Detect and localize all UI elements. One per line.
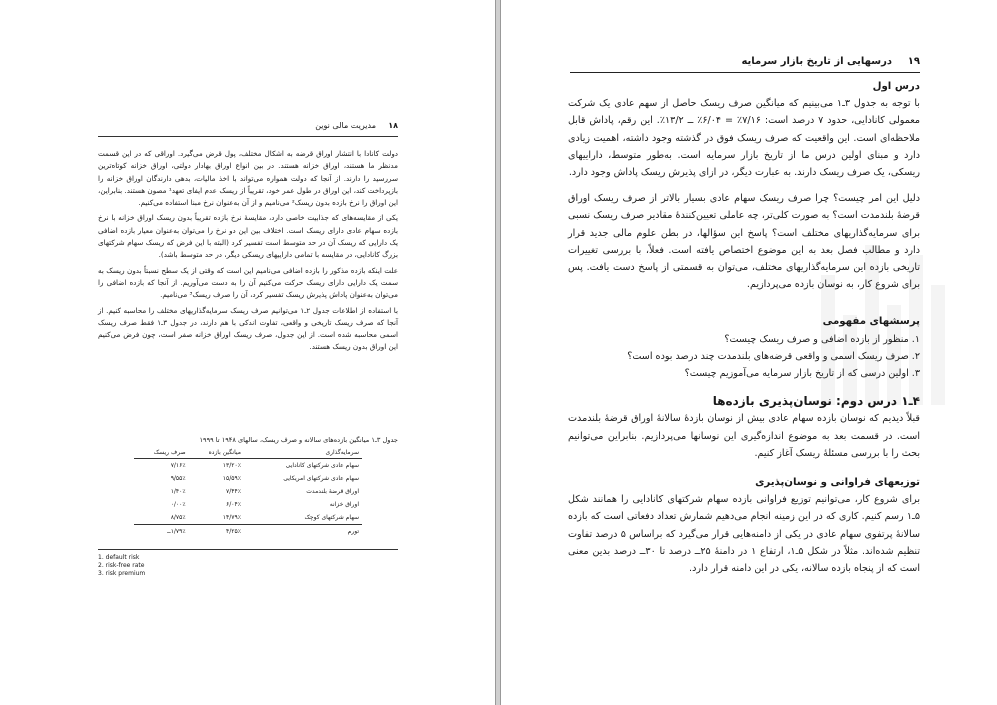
- footnote: 1. default risk: [98, 554, 140, 561]
- table-cell: ۱/۴۰٪: [170, 488, 186, 495]
- question-item: ۱. منظور از بازده اضافی و صرف ریسک چیست؟: [724, 333, 920, 345]
- table-cell: اوراق خزانه: [329, 501, 359, 508]
- table-cell: ۱۳/۲۰٪: [222, 462, 241, 469]
- lesson1-title: درس اول: [872, 81, 920, 92]
- table-header-cell: سرمایه‌گذاری: [244, 447, 362, 459]
- table-row: [134, 459, 362, 473]
- table-row: [134, 485, 362, 498]
- right-header-rule: [570, 72, 920, 73]
- table-cell: ۴/۲۵٪: [189, 525, 244, 539]
- questions-title: پرسشهای مفهومی: [822, 316, 920, 328]
- table-cell: ۹/۵۵٪: [170, 475, 186, 482]
- question-item: ۳. اولین درسی که از تاریخ بازار سرمایه می‌آموزیم چیست؟: [684, 368, 920, 380]
- left-body-text: [98, 148, 398, 357]
- left-header-rule: [98, 136, 398, 137]
- table-header-cell: میانگین بازده: [189, 447, 244, 459]
- table-cell: ۸/۷۵٪: [170, 514, 186, 521]
- footnotes: [98, 554, 145, 578]
- table-cell: تورم: [244, 525, 362, 539]
- table-cell: ۱/۷۹٪ــ: [134, 525, 189, 539]
- footnote: 3. risk premium: [98, 570, 146, 577]
- table-row: [134, 511, 362, 525]
- table-cell: ۶/۰۴٪: [226, 501, 241, 508]
- footnote-rule: [98, 549, 398, 550]
- right-body-text: [568, 78, 920, 577]
- section-title: ۴ـ۱ درس دوم: نوسان‌پذیری بازده‌ها: [712, 394, 920, 409]
- left-page-header: [98, 121, 398, 135]
- table-row: [134, 525, 362, 539]
- table-caption: جدول ۳ـ۱ میانگین بازده‌های سالانه و صرف ریسک، سالهای ۱۹۴۸ تا ۱۹۹۹: [199, 436, 398, 444]
- table-cell: ۱۵/۵۹٪: [222, 475, 241, 482]
- table-cell: ۷/۴۴٪: [226, 488, 241, 495]
- table-cell: اوراق قرضهٔ بلندمدت: [306, 488, 359, 495]
- table-cell: سهام عادی شرکتهای امریکایی: [283, 475, 359, 482]
- table-cell: سهام عادی شرکتهای کانادایی: [285, 462, 359, 469]
- question-item: ۲. صرف ریسک اسمی و واقعی قرضه‌های بلندمدت چند درصد بوده است؟: [627, 350, 920, 362]
- table-cell: ۱۴/۷۹٪: [222, 514, 241, 521]
- left-page-number: ۱۸: [388, 121, 398, 130]
- right-page-number: ۱۹: [907, 56, 920, 67]
- left-page: [0, 0, 496, 705]
- section-paragraph: قبلاً دیدیم که نوسان بازده سهام عادی بیش از نوسان بازدهٔ سالانهٔ اوراق قرضهٔ بلندمدت است. در قسمت بعد به موضوع اندازه‌گیری این نوسانها می‌پردازیم. بنابراین می‌توانیم بحث را با بررسی مسئلهٔ ریسک آغاز کنیم.: [568, 413, 920, 459]
- subsection-paragraph: برای شروع کار، می‌توانیم توزیع فراوانی بازده سهام شرکتهای کانادایی را همانند شکل ۵ـ۱ رسم کنیم. کاری که در این زمینه انجام می‌دهیم شمارش تعداد دفعاتی است که بازده سالانهٔ پرتفوی سهام عادی در یکی از دامنه‌هایی قرار می‌گیرد که براساس ۵ درصد تفاوت تنظیم شده‌اند. مثلاً در شکل ۵ـ۱، ارتفاع ۱ در دامنهٔ ۲۵ــ درصد تا ۳۰ــ درصد بدین معنی است که از پنجاه بازده سالانه، یکی در این دامنه قرار دارد.: [568, 494, 920, 575]
- table-header-row: [134, 447, 362, 459]
- left-paragraph: دولت کانادا با انتشار اوراق قرضه به اشکال مختلف، پول قرض می‌گیرد. اوراقی که در این قسمت مدنظر ما هستند، اوراق خزانه هستند. در بین انواع اوراق بهادار دولتی، اوراق خزانه کوتاه‌ترین سررسید را دارند. از آنجا که دولت همواره می‌تواند با اخذ مالیات، بدهی دارندگان اوراق خزانه را بازپرداخت کند، این اوراق در طول عمر خود، تقریباً از ریسک عدم ایفای تعهد¹ مصون هستند. بنابراین، این اوراق را نرخ بازده بدون ریسک² می‌نامیم و از آن به‌عنوان نرخ مبنا استفاده می‌کنیم.: [98, 149, 399, 208]
- left-paragraph: یکی از مقایسه‌های که جذابیت خاصی دارد، مقایسهٔ نرخ بازده تقریباً بدون ریسک اوراق خزانه با نرخ بازده سهام عادی دارای ریسک است. اختلاف بین این دو نرخ را می‌توان به‌عنوان معیار بازده اضافی یک دارایی که ریسک آن در حد متوسط است تفسیر کرد (البته با این فرض که ریسک سهام شرکتهای بزرگ کانادایی، در مقایسه با تمامی داراییهای ریسکی دیگر، در حد متوسط باشد).: [98, 213, 398, 260]
- left-header-title: مدیریت مالی نوین: [315, 121, 376, 130]
- right-header-title: درسهایی از تاریخ بازار سرمایه: [741, 56, 892, 67]
- table-header-cell: صرف ریسک: [134, 447, 189, 459]
- left-paragraph: علت اینکه بازده مذکور را بازده اضافی می‌نامیم این است که وقتی از یک سطح نسبتاً بدون ریسک به سمت یک دارایی دارای ریسک حرکت می‌کنیم آن را به دست می‌آوریم. از آنجا که بازده اضافی را می‌توان به‌عنوان پاداش پذیرش ریسک تفسیر کرد، آن را صرف ریسک³ می‌نامیم.: [98, 265, 398, 300]
- right-page-header: [570, 56, 920, 72]
- lesson1-paragraph-2: دلیل این امر چیست؟ چرا صرف ریسک سهام عادی بسیار بالاتر از صرف ریسک اوراق قرضهٔ بلندمدت است؟ به صورت کلی‌تر، چه عاملی تعیین‌کنندهٔ مقادیر صرف ریسک نسبی برای سرمایه‌گذاریهای مختلف است؟ پاسخ این سؤالها، در بطن علوم مالی جدید قرار دارد و مطالب فصل بعد به این موضوع اختصاص یافته است. فعلاً، با بررسی تغییرات تاریخی بازده این سرمایه‌گذاریهای مختلف، می‌توان به قسمتی از پاسخ دست یافت. پس برای شروع کار، به نوسان بازده می‌پردازیم.: [568, 193, 920, 291]
- left-paragraph: با استفاده از اطلاعات جدول ۲ـ۱ می‌توانیم صرف ریسک سرمایه‌گذاریهای مختلف را محاسبه کنیم. از آنجا که صرف ریسک تاریخی و واقعی، تفاوت اندکی با هم دارند، در جدول ۳ـ۱ فقط صرف ریسک اسمی محاسبه شده است. از این جدول، صرف ریسک اوراق خزانه صفر است، چون فرض می‌کنیم این اوراق بدون ریسک هستند.: [98, 305, 398, 352]
- risk-premium-table: [134, 447, 362, 538]
- table-row: [134, 472, 362, 485]
- table-cell: سهام شرکتهای کوچک: [304, 514, 359, 521]
- subsection-title: توزیعهای فراوانی و نوسان‌پذیری: [755, 477, 920, 489]
- table-cell: ۷/۱۶٪: [170, 462, 186, 469]
- lesson1-paragraph: با توجه به جدول ۳ـ۱ می‌بینیم که میانگین صرف ریسک حاصل از سهم عادی یک شرکت معمولی کانادایی، حدود ۷ درصد است: ۷/۱۶٪ = ۶/۰۴٪ ــ ۱۳/۲٪. این رقم، پاداش قابل ملاحظه‌ای است. این واقعیت که صرف ریسک فوق در گذشته وجود داشته، اهمیت زیادی دارد و مبنای اولین درس ما از تاریخ بازار سرمایه است. به‌طور متوسط، داراییهای ریسکی، یک صرف ریسک دارند. به عبارت دیگر، در ازای پذیرش ریسک پاداش وجود دارد.: [568, 98, 921, 179]
- footnote: 2. risk-free rate: [98, 562, 145, 569]
- table-cell: ۰/۰۰٪: [170, 501, 186, 508]
- table-row: [134, 498, 362, 511]
